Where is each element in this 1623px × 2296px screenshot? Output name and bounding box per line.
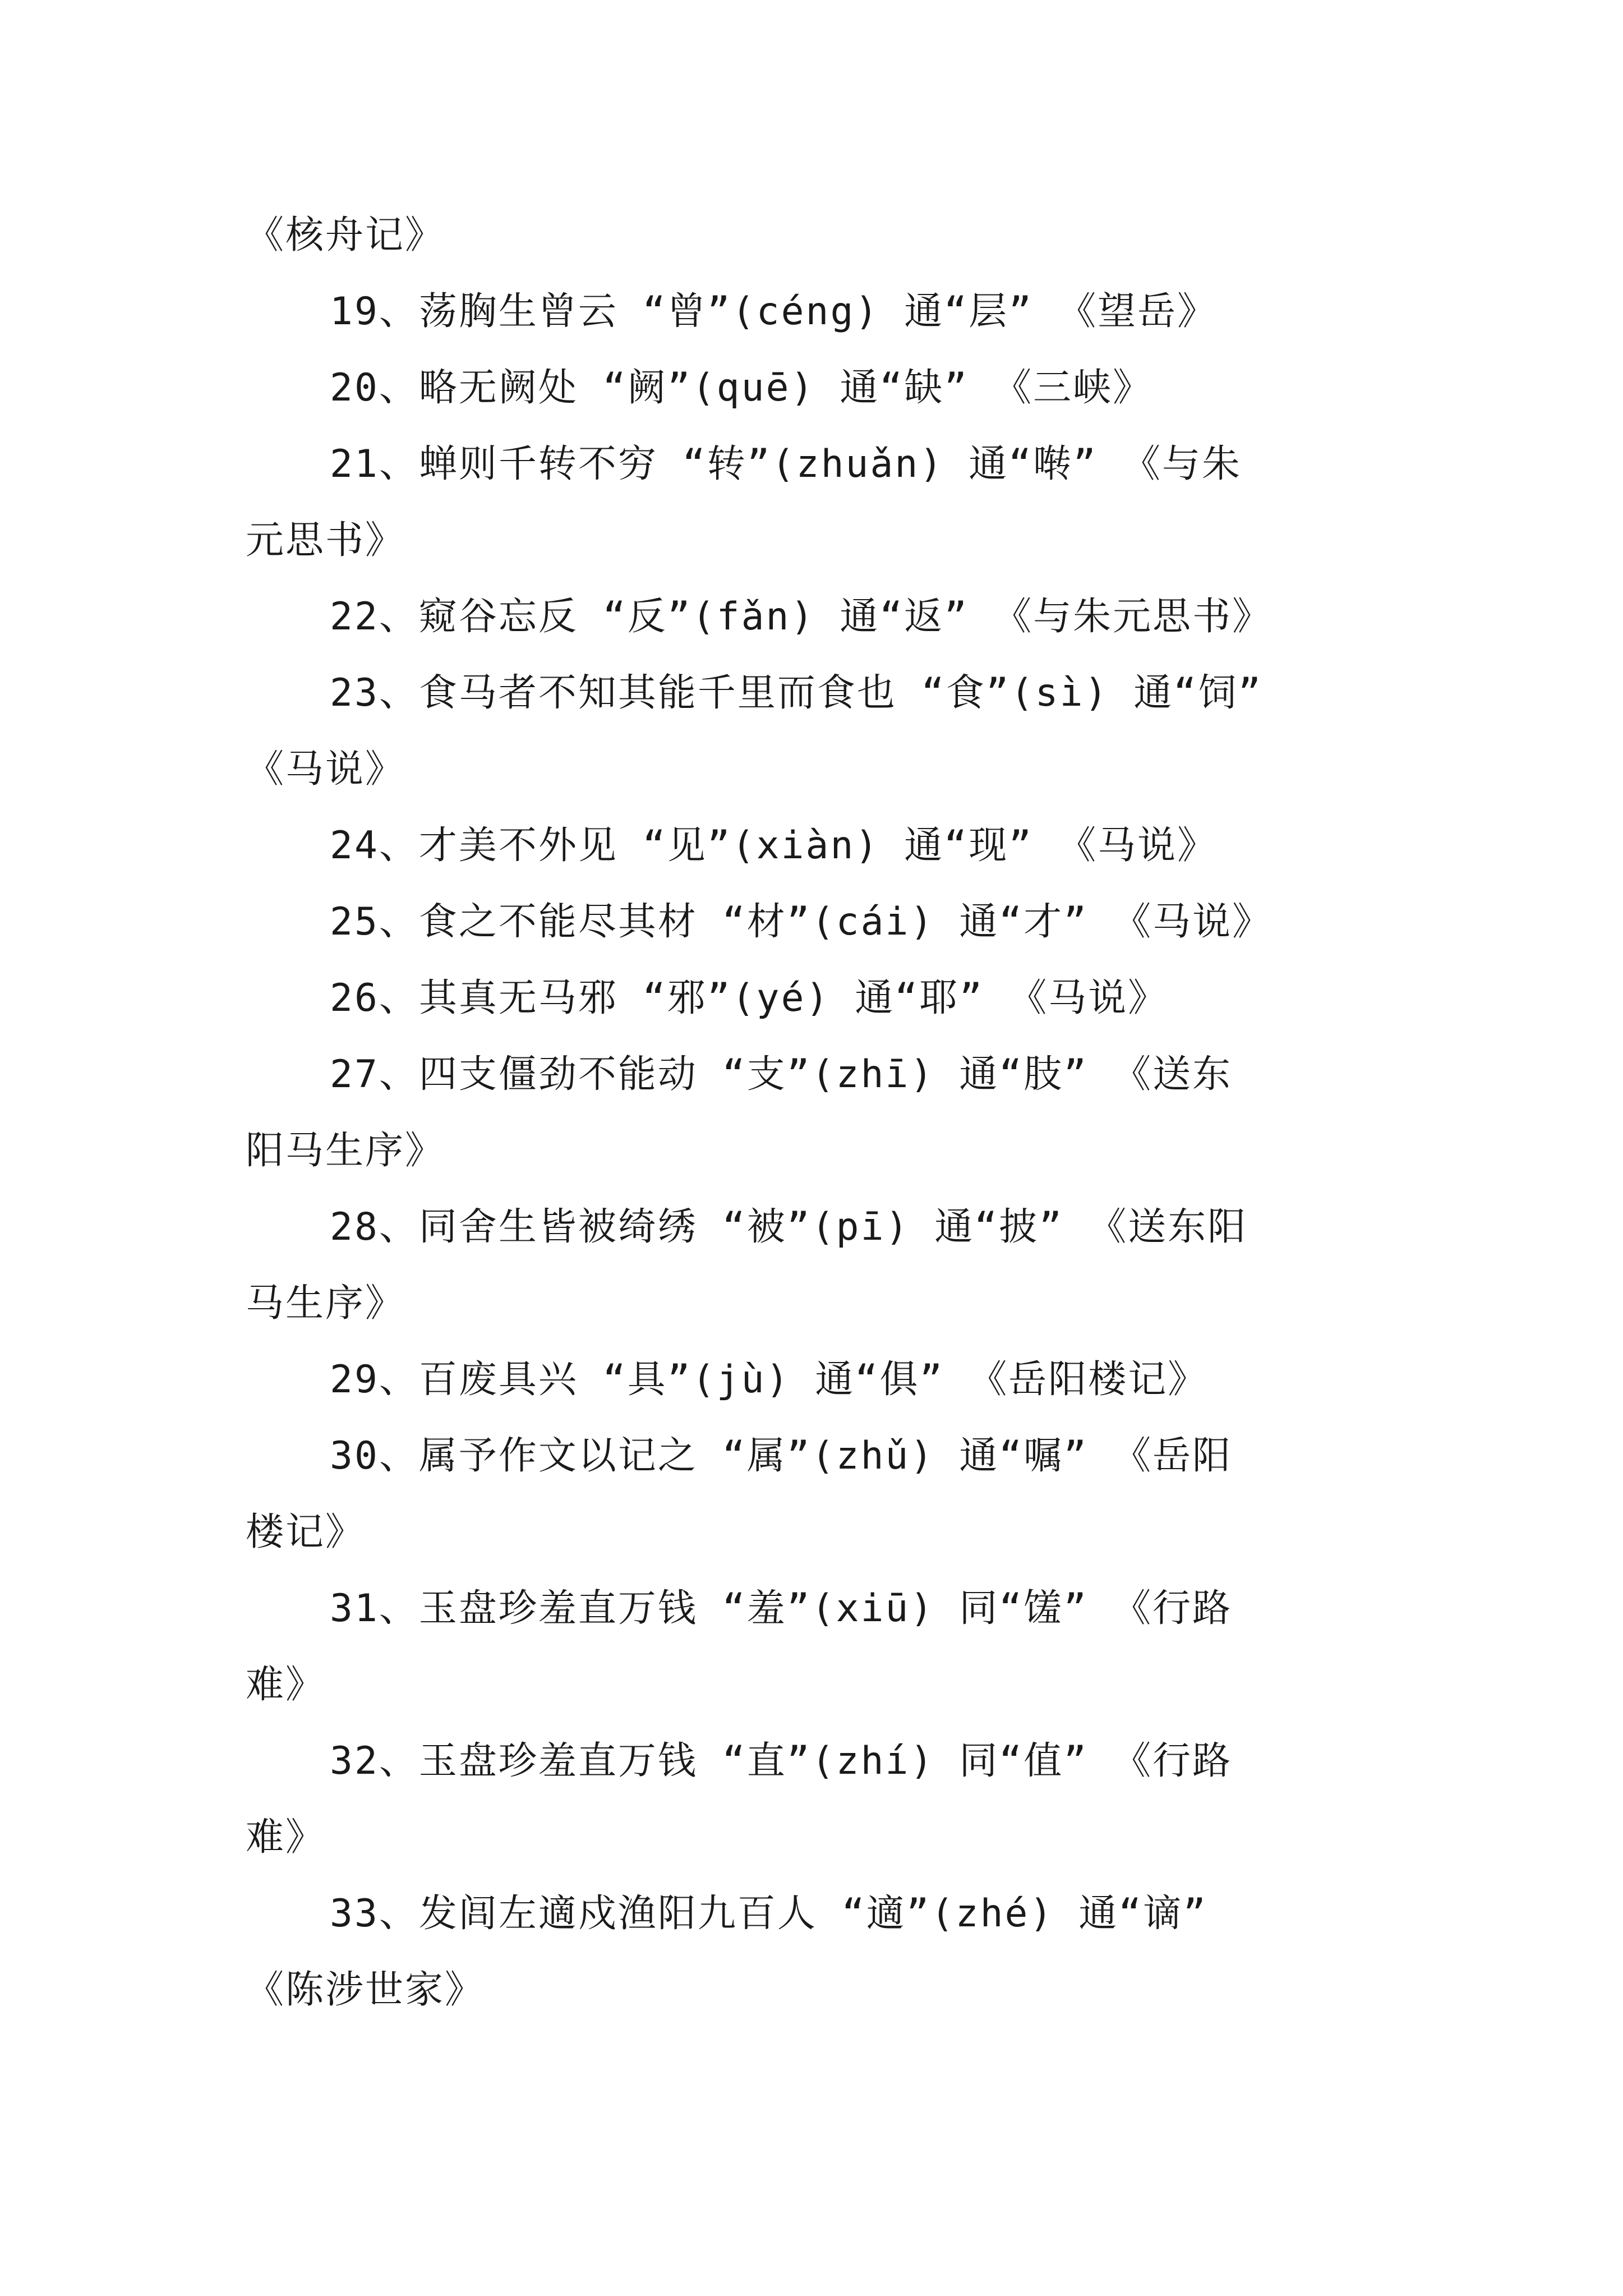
text-line: 31、玉盘珍羞直万钱 “羞”(xiū) 同“馐” 《行路 — [330, 1586, 1233, 1631]
text-line: 20、略无阙处 “阙”(quē) 通“缺” 《三峡》 — [330, 366, 1153, 410]
text-line: 《马说》 — [246, 747, 405, 792]
text-line: 24、才美不外见 “见”(xiàn) 通“现” 《马说》 — [330, 823, 1218, 868]
text-line: 21、蝉则千转不穷 “转”(zhuǎn) 通“啭” 《与朱 — [330, 442, 1242, 486]
text-line: 难》 — [246, 1815, 326, 1860]
text-line: 28、同舍生皆被绮绣 “被”(pī) 通“披” 《送东阳 — [330, 1205, 1248, 1249]
text-line: 马生序》 — [246, 1281, 405, 1326]
text-line: 29、百废具兴 “具”(jù) 通“俱” 《岳阳楼记》 — [330, 1358, 1208, 1402]
text-line: 元思书》 — [246, 518, 405, 563]
text-body — [246, 197, 1395, 2028]
text-line: 22、窥谷忘反 “反”(fǎn) 通“返” 《与朱元思书》 — [330, 595, 1272, 639]
text-line: 难》 — [246, 1663, 326, 1707]
text-line: 23、食马者不知其能千里而食也 “食”(sì) 通“饲” — [330, 671, 1263, 715]
text-line: 《核舟记》 — [246, 213, 445, 257]
text-line: 25、食之不能尽其材 “材”(cái) 通“才” 《马说》 — [330, 900, 1272, 944]
text-line: 33、发闾左適戍渔阳九百人 “適”(zhé) 通“谪” — [330, 1892, 1208, 1936]
text-line: 27、四支僵劲不能动 “支”(zhī) 通“肢” 《送东 — [330, 1052, 1233, 1097]
text-line: 32、玉盘珍羞直万钱 “直”(zhí) 同“值” 《行路 — [330, 1739, 1233, 1783]
text-line: 19、荡胸生曾云 “曾”(céng) 通“层” 《望岳》 — [330, 289, 1218, 334]
text-line: 26、其真无马邪 “邪”(yé) 通“耶” 《马说》 — [330, 976, 1168, 1020]
text-line: 阳马生序》 — [246, 1129, 445, 1173]
text-line: 30、属予作文以记之 “属”(zhǔ) 通“嘱” 《岳阳 — [330, 1434, 1233, 1478]
text-line: 楼记》 — [246, 1510, 366, 1554]
text-line: 《陈涉世家》 — [246, 1968, 485, 2012]
